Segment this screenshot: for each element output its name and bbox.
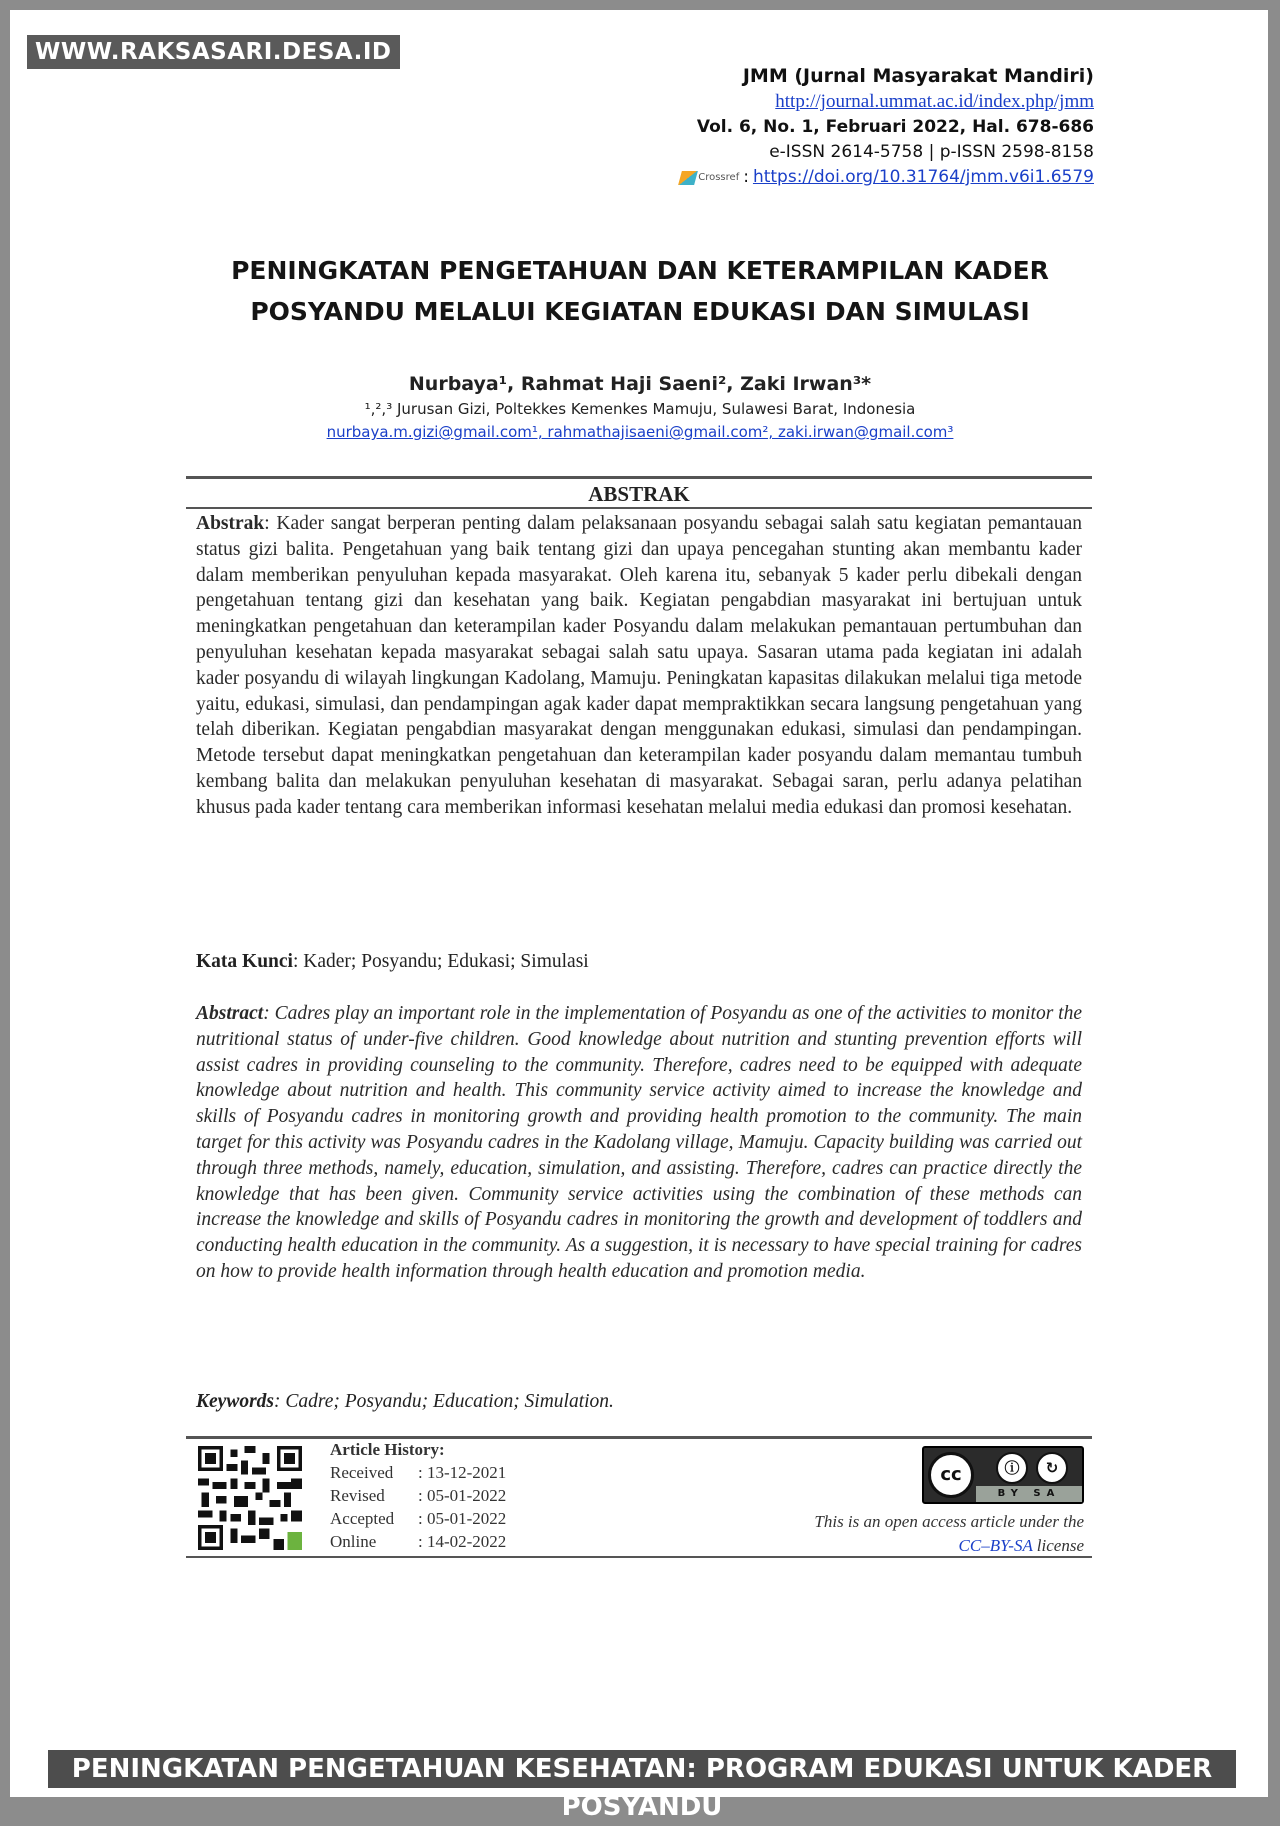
keywords-label: Keywords: [196, 1391, 274, 1412]
history-received: [330, 1461, 506, 1484]
abstrak-bottom-rule: [186, 507, 1092, 509]
article-title-line-1: PENINGKATAN PENGETAHUAN DAN KETERAMPILAN KADER: [231, 256, 1049, 285]
history-accepted: [330, 1507, 506, 1530]
share-alike-icon: ↻: [1036, 1452, 1068, 1484]
journal-header: [680, 64, 1094, 190]
cc-by-sa-badge[interactable]: [922, 1446, 1084, 1504]
author-names: Nurbaya¹, Rahmat Haji Saeni², Zaki Irwan³*: [408, 373, 872, 395]
doi-colon: :: [743, 167, 749, 187]
journal-url-link[interactable]: http://journal.ummat.ac.id/index.php/jmm: [775, 91, 1094, 112]
history-heading: Article History:: [330, 1440, 445, 1459]
crossref-label: Crossref: [698, 172, 740, 183]
kata-kunci-text: : Kader; Posyandu; Edukasi; Simulasi: [292, 951, 589, 972]
online-date: : 14-02-2022: [418, 1532, 507, 1551]
received-date: : 13-12-2021: [418, 1463, 507, 1482]
journal-name: JMM (Jurnal Masyarakat Mandiri): [742, 65, 1094, 87]
abstrak-text: : Kader sangat berperan penting dalam pelaksanaan posyandu sebagai salah satu kegiatan pemantauan status gizi balita. Pengetahuan yang baik tentang gizi dan upaya pencegahan stunting akan membantu kader dalam memberikan penyuluhan kepada masyarakat. Oleh karena itu, sebanyak 5 kader perlu dibekali dengan pengetahuan tentang gizi dan kesehatan yang baik. Kegiatan pengabdian masyarakat ini bertujuan untuk meningkatkan pengetahuan dan keterampilan kader Posyandu dalam melakukan pemantauan pertumbuhan dan penyuluhan kesehatan kepada masyarakat sebagai salah satu upaya. Sasaran utama pada kegiatan ini adalah kader posyandu di wilayah lingkungan Kadolang, Mamuju. Peningkatan kapasitas dilakukan melalui tiga metode yaitu, edukasi, simulasi, dan pendampingan agak kader dapat mempraktikkan secara langsung pengetahuan yang telah diberikan. Kegiatan pengabdian masyarakat dengan menggunakan edukasi, simulasi dan pendampingan. Metode tersebut dapat meningkatkan pengetahuan dan keterampilan kader posyandu dalam memantau tumbuh kembang balita dan melakukan penyuluhan kesehatan di masyarakat. Sebagai saran, perlu adanya pelatihan khusus pada kader tentang cara memberikan informasi kesehatan melalui media edukasi dan promosi kesehatan.: [196, 513, 1082, 818]
author-affiliation: ¹,²,³ Jurusan Gizi, Poltekkes Kemenkes Mamuju, Sulawesi Barat, Indonesia: [364, 400, 916, 418]
license-text: [814, 1510, 1084, 1558]
qr-code-icon: [198, 1446, 302, 1550]
crossref-icon: [678, 171, 698, 185]
accepted-date: : 05-01-2022: [418, 1509, 507, 1528]
license-line-2: [814, 1534, 1084, 1558]
article-history: [330, 1438, 506, 1553]
footer-bottom-rule: [186, 1556, 1092, 1558]
cc-badge-sa: SA: [1033, 1488, 1061, 1499]
author-emails[interactable]: nurbaya.m.gizi@gmail.com¹, rahmathajisaeni@gmail.com², zaki.irwan@gmail.com³: [326, 423, 954, 441]
abstract-text: : Cadres play an important role in the implementation of Posyandu as one of the activities to monitor the nutritional status of under-five children. Good knowledge about nutrition and stunting prevention efforts will assist cadres in providing counseling to the community. Therefore, cadres need to be equipped with adequate knowledge about nutrition and health. This community service activity aimed to increase the knowledge and skills of Posyandu cadres in monitoring growth and providing health promotion to the community. The main target for this activity was Posyandu cadres in the Kadolang village, Mamuju. Capacity building was carried out through three methods, namely, education, simulation, and assisting. Therefore, cadres can practice directly the knowledge that has been given. Community service activities using the combination of these methods can increase the knowledge and skills of Posyandu cadres in monitoring the growth and development of toddlers and conducting health education in the community. As a suggestion, it is necessary to have special training for cadres on how to provide health information through health education and promotion media.: [196, 1003, 1082, 1282]
abstrak-paragraph: [196, 511, 1082, 821]
keywords-row: [196, 1389, 1082, 1415]
journal-volume: Vol. 6, No. 1, Februari 2022, Hal. 678-686: [696, 117, 1094, 137]
doi-link[interactable]: https://doi.org/10.31764/jmm.v6i1.6579: [752, 167, 1094, 187]
site-watermark: WWW.RAKSASARI.DESA.ID: [25, 33, 402, 71]
author-block: [150, 370, 1130, 444]
attribution-icon: ⓘ: [996, 1452, 1028, 1484]
accepted-label: Accepted: [330, 1509, 395, 1528]
license-line-1: This is an open access article under the: [814, 1512, 1084, 1531]
doi-row: [680, 165, 1094, 190]
received-label: Received: [330, 1463, 394, 1482]
cc-icon: cc: [928, 1452, 974, 1498]
online-label: Online: [330, 1532, 377, 1551]
caption-banner: PENINGKATAN PENGETAHUAN KESEHATAN: PROGRAM EDUKASI UNTUK KADER POSYANDU: [46, 1748, 1238, 1790]
keywords-text: : Cadre; Posyandu; Education; Simulation.: [274, 1391, 614, 1412]
license-link[interactable]: CC–BY-SA: [958, 1536, 1033, 1555]
kata-kunci-label: Kata Kunci: [196, 951, 293, 972]
abstract-label: Abstract: [196, 1003, 264, 1024]
article-title-line-2: POSYANDU MELALUI KEGIATAN EDUKASI DAN SIMULASI: [250, 297, 1030, 326]
abstract-paragraph: [196, 1001, 1082, 1285]
history-online: [330, 1530, 506, 1553]
kata-kunci-row: [196, 949, 1082, 975]
journal-url-row: [680, 89, 1094, 115]
abstrak-label: Abstrak: [196, 513, 265, 534]
article-title: [150, 250, 1130, 332]
cc-badge-by: BY: [997, 1488, 1024, 1499]
license-suffix: license: [1032, 1536, 1084, 1555]
journal-issn: e-ISSN 2614-5758 | p-ISSN 2598-8158: [769, 142, 1094, 162]
article-footer: [186, 1438, 1092, 1556]
history-revised: [330, 1484, 506, 1507]
revised-label: Revised: [330, 1486, 385, 1505]
abstrak-top-rule: [186, 476, 1092, 479]
cc-badge-strip: [976, 1486, 1082, 1502]
crossref-logo: [680, 165, 739, 190]
revised-date: : 05-01-2022: [418, 1486, 507, 1505]
abstrak-heading: ABSTRAK: [588, 482, 690, 506]
